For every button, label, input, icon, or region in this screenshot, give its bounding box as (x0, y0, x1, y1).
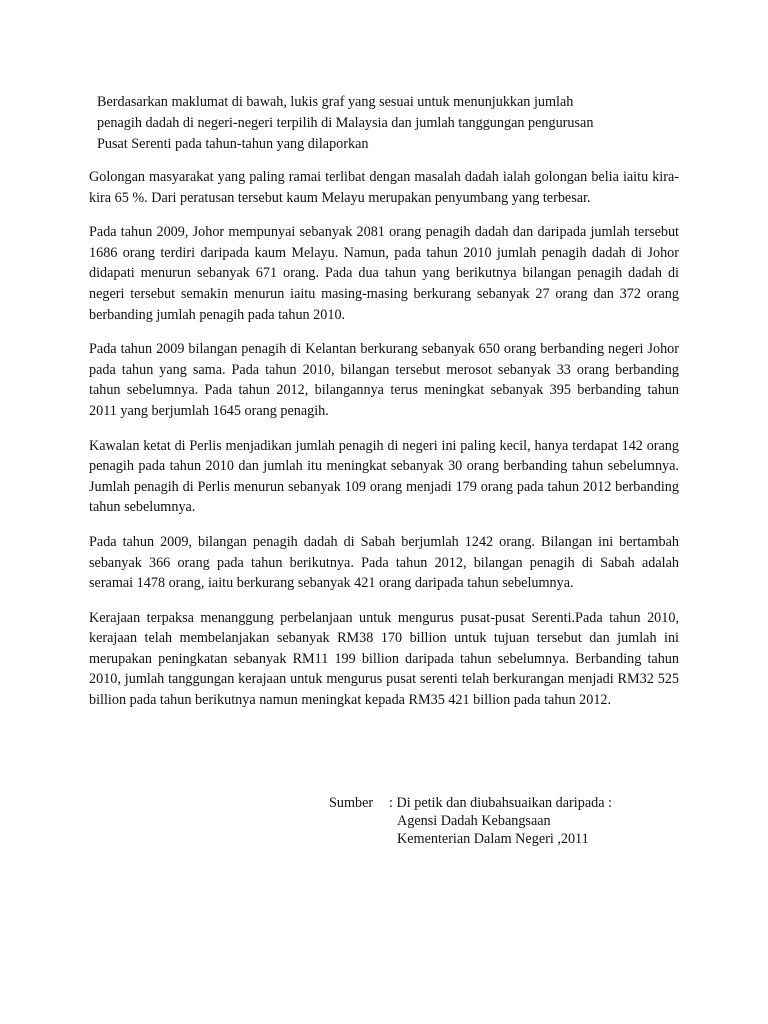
question-line: penagih dadah di negeri-negeri terpilih di Malaysia dan jumlah tanggungan pengurusan (97, 115, 594, 131)
source-label: Sumber (329, 795, 374, 811)
source-line: Kementerian Dalam Negeri ,2011 (397, 831, 589, 847)
question-line: Berdasarkan maklumat di bawah, lukis graf yang sesuai untuk menunjukkan jumlah (97, 94, 574, 110)
source-citation (329, 794, 612, 848)
source-line: : Di petik dan diubahsuaikan daripada : (389, 795, 612, 811)
question-line: Pusat Serenti pada tahun-tahun yang dilaporkan (97, 136, 369, 152)
paragraph-sabah: Pada tahun 2009, bilangan penagih dadah di Sabah berjumlah 1242 orang. Bilangan ini bertambah sebanyak 366 orang pada tahun berikutnya. Pada tahun 2012, bilangan penagih di Sabah adalah seramai 1478 orang, iaitu berkurang sebanyak 421 orang daripada tahun sebelumnya. (89, 533, 679, 592)
source-line: Agensi Dadah Kebangsaan (397, 813, 551, 829)
paragraph-perlis: Kawalan ketat di Perlis menjadikan jumlah penagih di negeri ini paling kecil, hanya terdapat 142 orang penagih pada tahun 2010 dan jumlah itu meningkat sebanyak 30 orang berbanding tahun sebelumnya. Jumlah penagih di Perlis menurun sebanyak 109 orang menjadi 179 orang pada tahun 2012 berbanding tahun sebelumnya. (89, 437, 679, 516)
question-instruction (97, 92, 657, 155)
paragraph-youth-percentage: Golongan masyarakat yang paling ramai terlibat dengan masalah dadah ialah golongan belia iaitu kira-kira 65 %. Dari peratusan tersebut kaum Melayu merupakan penyumbang yang terbesar. (89, 169, 679, 206)
paragraph-kelantan: Pada tahun 2009 bilangan penagih di Kelantan berkurang sebanyak 650 orang berbanding negeri Johor pada tahun yang sama. Pada tahun 2010, bilangan tersebut merosot sebanyak 33 orang berbanding tahun sebelumnya. Pada tahun 2012, bilangannya terus meningkat sebanyak 395 berbanding tahun 2011 yang berjumlah 1645 orang penagih. (89, 341, 679, 419)
information-passage (89, 167, 679, 725)
paragraph-serenti-expenditure: Kerajaan terpaksa menanggung perbelanjaan untuk mengurus pusat-pusat Serenti.Pada tahun 2010, kerajaan telah membelanjakan sebanyak RM38 170 billion untuk tujuan tersebut dan jumlah ini merupakan peningkatan sebanyak RM11 199 billion daripada tahun sebelumnya. Berbanding tahun 2010, jumlah tanggungan kerajaan untuk mengurus pusat serenti telah berkurangan menjadi RM32 525 billion pada tahun berikutnya namun meningkat kepada RM35 421 billion pada tahun 2012. (89, 609, 679, 709)
paragraph-johor: Pada tahun 2009, Johor mempunyai sebanyak 2081 orang penagih dadah dan daripada jumlah tersebut 1686 orang terdiri daripada kaum Melayu. Namun, pada tahun 2010 jumlah penagih dadah di Johor didapati menurun sebanyak 671 orang. Pada dua tahun yang berikutnya bilangan penagih dadah di negeri tersebut semakin menurun iaitu masing-masing berkurang sebanyak 27 orang dan 372 orang berbanding jumlah penagih pada tahun 2010. (89, 224, 679, 323)
